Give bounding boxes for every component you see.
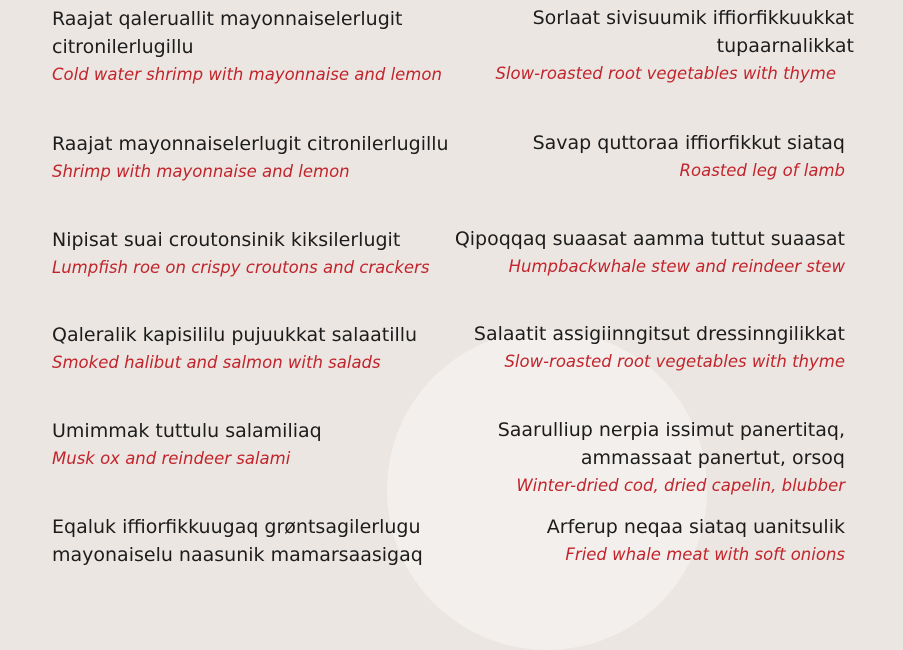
- dish-name: Raajat mayonnaiselerlugit citronilerlugillu: [52, 133, 449, 155]
- menu-item-left-3: [52, 226, 429, 282]
- dish-translation: Slow-roasted root vegetables with thyme: [495, 64, 836, 83]
- dish-name: Salaatit assigiinngitsut dressinngilikkat: [473, 323, 845, 345]
- dish-translation: Roasted leg of lamb: [679, 161, 845, 180]
- dish-translation: Musk ox and reindeer salami: [52, 449, 291, 468]
- dish-name: Savap quttoraa iffiorfikkut siataq: [532, 132, 845, 154]
- dish-translation: Cold water shrimp with mayonnaise and lemon: [52, 65, 442, 84]
- dish-translation: Shrimp with mayonnaise and lemon: [52, 162, 350, 181]
- dish-translation: Humpbackwhale stew and reindeer stew: [508, 257, 845, 276]
- dish-name: Eqaluk iffiorfikkuugaq grøntsagilerlugu mayonaiselu naasunik mamarsaasigaq: [52, 516, 423, 566]
- menu-item-left-6: [52, 513, 423, 569]
- dish-translation: Fried whale meat with soft onions: [565, 545, 845, 564]
- menu-item-left-2: [52, 130, 449, 186]
- dish-name: Nipisat suai croutonsinik kiksilerlugit: [52, 229, 401, 251]
- dish-translation: Lumpfish roe on crispy croutons and crackers: [52, 258, 430, 277]
- dish-translation: Slow-roasted root vegetables with thyme: [504, 352, 845, 371]
- dish-name: Qaleralik kapisililu pujuukkat salaatillu: [52, 324, 418, 346]
- dish-name: Sorlaat sivisuumik iffiorfikkuukkat tupaarnalikkat: [532, 7, 854, 57]
- menu-item-left-5: [52, 417, 322, 473]
- dish-name: Umimmak tuttulu salamiliaq: [52, 420, 322, 442]
- dish-name: Saarulliup nerpia issimut panertitaq, ammassaat panertut, orsoq: [497, 419, 845, 469]
- menu-item-left-1: [52, 5, 442, 89]
- menu-item-right-2: [533, 129, 845, 185]
- menu-item-right-4: [474, 320, 845, 376]
- dish-translation: Winter-dried cod, dried capelin, blubber: [516, 476, 845, 495]
- dish-name: Qipoqqaq suaasat aamma tuttut suaasat: [454, 228, 845, 250]
- menu-item-right-1: [495, 4, 854, 88]
- menu-item-right-5: [498, 416, 845, 500]
- dish-name: Arferup neqaa siataq uanitsulik: [546, 516, 845, 538]
- dish-translation: Smoked halibut and salmon with salads: [52, 353, 381, 372]
- menu-item-right-3: [455, 225, 845, 281]
- menu-item-right-6: [547, 513, 845, 569]
- menu-item-left-4: [52, 321, 417, 377]
- dish-name: Raajat qaleruallit mayonnaiselerlugit citronilerlugillu: [52, 8, 403, 58]
